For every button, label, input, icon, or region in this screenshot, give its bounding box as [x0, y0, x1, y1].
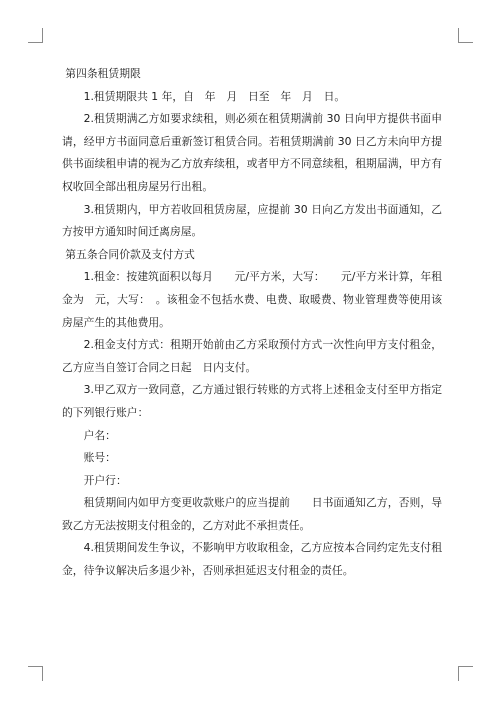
clause-paragraph: 2.租赁期满乙方如要求续租，则必须在租赁期满前 30 日向甲方提供书面申请，经甲方书面同意后重新签订租赁合同。若租赁期满前 30 日乙方未向甲方提供书面续租申请的视为乙方放弃续租，或者甲方不同意续租，租期届满，甲方有权收回全部出租房屋另行出租。	[62, 112, 442, 193]
clause-paragraph: 4.租赁期间发生争议，不影响甲方收取租金，乙方应按本合同约定先支付租金，待争议解决后多退少补，否则承担延迟支付租金的责任。	[62, 541, 442, 578]
clause-paragraph: 1.租金：按建筑面积以每月 元/平方米，大写： 元/平方米计算，年租金为 元，大写： 。该租金不包括水费、电费、取暖费、物业管理费等使用该房屋产生的其他费用。	[62, 270, 442, 329]
clause-paragraph: 1.租赁期限共 1 年，自 年 月 日至 年 月 日。	[83, 89, 346, 103]
clause-paragraph: 3.租赁期内，甲方若收回租赁房屋，应提前 30 日向乙方发出书面通知，乙方按甲方通知时间迁离房屋。	[62, 202, 442, 239]
section-heading-term: 第四条租赁期限	[65, 67, 141, 80]
account-name-field: 户名：	[83, 428, 116, 442]
crop-mark-bottom-left	[28, 666, 43, 681]
crop-mark-bottom-right	[458, 666, 473, 681]
bank-branch-field: 开户行：	[83, 473, 127, 487]
clause-paragraph: 租赁期间内如甲方变更收款账户的应当提前 日书面通知乙方，否则，导致乙方无法按期支付租金的，乙方对此不承担责任。	[62, 496, 442, 532]
crop-mark-top-right	[458, 28, 473, 43]
account-number-field: 账号：	[83, 451, 116, 465]
clause-paragraph: 2.租金支付方式：租期开始前由乙方采取预付方式一次性向甲方支付租金，乙方应当自签订合同之日起 日内支付。	[62, 338, 442, 374]
crop-mark-top-left	[28, 28, 43, 43]
section-heading-payment: 第五条合同价款及支付方式	[65, 247, 195, 261]
document-body	[62, 63, 442, 583]
clause-paragraph: 3.甲乙双方一致同意，乙方通过银行转账的方式将上述租金支付至甲方指定的下列银行账户：	[62, 383, 442, 419]
